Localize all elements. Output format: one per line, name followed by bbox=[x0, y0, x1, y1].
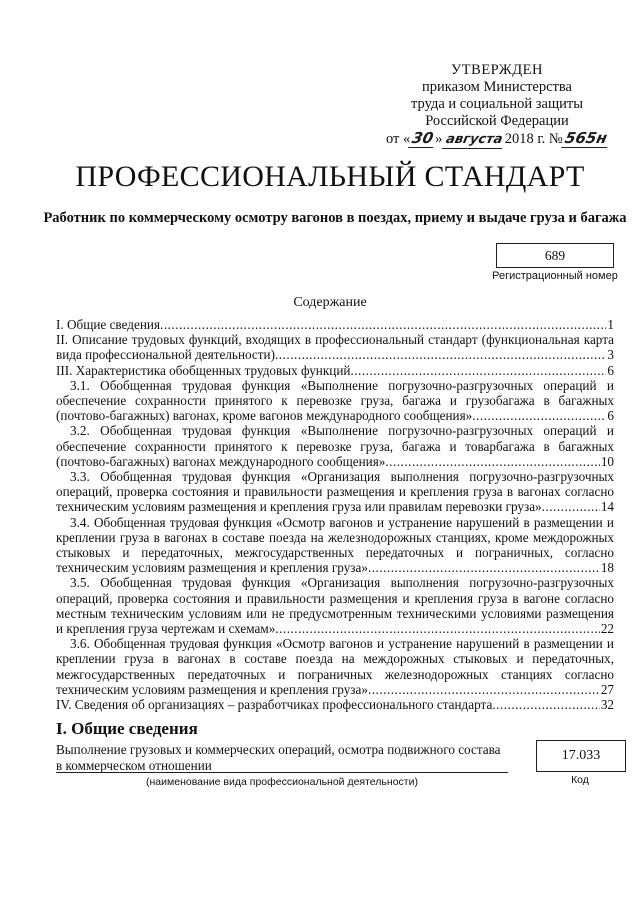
registration-number-box: 689 bbox=[496, 243, 614, 268]
toc-entry[interactable] bbox=[56, 514, 614, 576]
toc-entry[interactable] bbox=[56, 363, 614, 378]
toc-entry-text: III. Характеристика обобщенных трудовых функций bbox=[56, 362, 351, 378]
toc-entry-text: обеспечение сохранности принятого к перевозке груза, багажа и товарбагажа в багажных bbox=[56, 438, 614, 454]
toc-entry-page: 10 bbox=[600, 453, 614, 469]
activity-caption: (наименование вида профессиональной деятельности) bbox=[146, 776, 418, 788]
toc-entry-page: 22 bbox=[600, 621, 614, 637]
toc-entry-text: II. Описание трудовых функций, входящих в профессиональный стандарт (функциональная карта bbox=[56, 332, 614, 348]
toc-entry-text: и крепления груза чертежам и схемам» bbox=[56, 621, 276, 637]
approval-heading: УТВЕРЖДЕН bbox=[451, 62, 543, 78]
toc-entry[interactable] bbox=[56, 423, 614, 469]
toc-entry-text: техническим условиям размещения и крепления груза или правилам перевозки груза» bbox=[56, 499, 542, 515]
table-of-contents bbox=[56, 317, 614, 712]
toc-entry-page: 32 bbox=[600, 697, 614, 713]
activity-underline bbox=[56, 772, 508, 773]
toc-entry-text: техническим условиям размещения и крепления груза» bbox=[56, 560, 368, 576]
activity-name bbox=[56, 742, 502, 773]
approval-line-federation: Российской Федерации bbox=[425, 113, 569, 129]
toc-entry-text: 3.4. Обобщенная трудовая функция «Осмотр вагонов и устранение нарушений в размещении и bbox=[70, 514, 614, 530]
section-heading: I. Общие сведения bbox=[56, 719, 198, 738]
toc-leader bbox=[368, 682, 600, 697]
toc-entry[interactable] bbox=[56, 332, 614, 362]
date-year: 2018 г. № bbox=[504, 131, 563, 147]
toc-leader bbox=[492, 697, 599, 712]
activity-code-box: 17.033 bbox=[536, 740, 626, 772]
toc-entry-text: обеспечение сохранности принятого к перевозке груза, багажа и грузобагажа в багажных bbox=[56, 393, 614, 409]
toc-entry-page: 1 bbox=[607, 317, 614, 332]
approval-block bbox=[372, 62, 622, 149]
toc-entry-text: стыковых и передаточных, межгосударственных передаточных и пограничных, согласно bbox=[56, 545, 614, 561]
activity-name-line: в коммерческом отношении bbox=[56, 757, 212, 773]
toc-entry-text: операций, проверка состояния и правильности размещения и крепления груза в вагонах согласно bbox=[56, 484, 614, 500]
toc-heading: Содержание bbox=[293, 295, 367, 310]
toc-entry[interactable] bbox=[56, 636, 614, 697]
toc-entry-text: (почтово-багажных) вагонах, кроме вагонов международного сообщения» bbox=[56, 408, 473, 424]
handwritten-day: 30 bbox=[408, 130, 437, 148]
toc-entry-text: местным техническим условиям или не предусмотренным техническими условиями размещения bbox=[56, 605, 614, 621]
toc-entry-text: вида профессиональной деятельности) bbox=[56, 347, 275, 363]
toc-leader bbox=[160, 317, 606, 332]
handwritten-order-number: 565н bbox=[561, 130, 611, 148]
toc-entry-text: I. Общие сведения bbox=[56, 317, 161, 332]
toc-entry-text: (почтово-багажных) вагонах международного сообщения» bbox=[56, 453, 386, 469]
toc-entry-text: 3.6. Обобщенная трудовая функция «Осмотр вагонов и устранение нарушений в размещении и bbox=[70, 636, 614, 652]
approval-line-labor: труда и социальной защиты bbox=[411, 96, 583, 112]
document-title: ПРОФЕССИОНАЛЬНЫЙ СТАНДАРТ bbox=[75, 160, 585, 193]
toc-entry[interactable] bbox=[56, 469, 614, 515]
document-subtitle: Работник по коммерческому осмотру вагонов в поездах, приему и выдаче груза и багажа bbox=[43, 210, 627, 226]
toc-entry-text: техническим условиям размещения и крепления груза» bbox=[56, 681, 368, 697]
toc-entry-text: межгосударственных передаточных и пограничных железнодорожных станциях согласно bbox=[56, 666, 614, 682]
toc-entry-page: 18 bbox=[600, 560, 614, 576]
toc-leader bbox=[350, 363, 606, 378]
toc-entry-page: 14 bbox=[600, 499, 614, 515]
approval-date-line bbox=[372, 130, 622, 149]
toc-entry-page: 27 bbox=[600, 681, 614, 697]
toc-leader bbox=[385, 454, 599, 469]
activity-code-caption: Код bbox=[571, 774, 589, 786]
toc-entry-page: 3 bbox=[607, 347, 614, 363]
toc-entry-text: креплении груза в вагонах в составе поезда на железнодорожных станциях, кроме междорожных bbox=[56, 529, 614, 545]
toc-leader bbox=[542, 499, 600, 514]
toc-leader bbox=[368, 560, 600, 575]
toc-entry-text: 3.3. Обобщенная трудовая функция «Организация выполнения погрузочно-разгрузочных bbox=[70, 469, 614, 485]
approval-line-ministry: приказом Министерства bbox=[422, 79, 572, 95]
activity-name-line: Выполнение грузовых и коммерческих операций, осмотра подвижного состава bbox=[56, 742, 501, 757]
toc-entry-page: 6 bbox=[607, 408, 614, 424]
registration-number-label: Регистрационный номер bbox=[492, 270, 618, 282]
toc-entry-text: 3.5. Обобщенная трудовая функция «Организация выполнения погрузочно-разгрузочных bbox=[70, 575, 614, 591]
toc-leader bbox=[275, 621, 600, 636]
toc-entry-page: 6 bbox=[607, 362, 614, 378]
date-prefix: от « bbox=[386, 131, 411, 147]
toc-leader bbox=[275, 347, 606, 362]
toc-leader bbox=[472, 408, 606, 423]
date-mid: » bbox=[435, 131, 443, 147]
toc-entry[interactable] bbox=[56, 575, 614, 637]
handwritten-month: августа bbox=[442, 131, 506, 149]
toc-entry-text: IV. Сведения об организациях – разработчиках профессионального стандарта bbox=[56, 697, 493, 713]
toc-entry-text: 3.1. Обобщенная трудовая функция «Выполнение погрузочно-разгрузочных операций и bbox=[70, 377, 614, 393]
toc-entry[interactable] bbox=[56, 697, 614, 712]
toc-entry[interactable] bbox=[56, 317, 614, 332]
toc-entry-text: креплении груза в вагонах в составе поезда на междорожных стыковых и передаточных, bbox=[56, 651, 614, 667]
toc-entry[interactable] bbox=[56, 377, 614, 424]
toc-entry-text: 3.2. Обобщенная трудовая функция «Выполнение погрузочно-разгрузочных операций и bbox=[70, 423, 614, 439]
toc-entry-text: операций, проверка состояния и правильности размещения и крепления груза в вагоне согласно bbox=[56, 590, 614, 606]
